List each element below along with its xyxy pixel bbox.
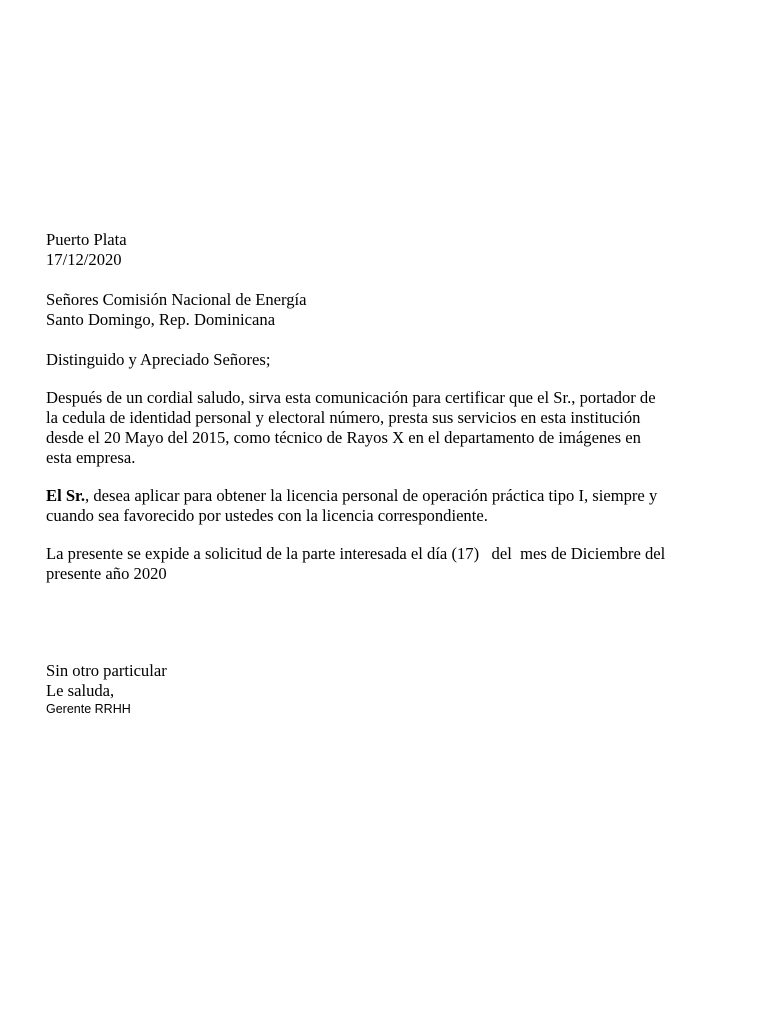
paragraph-line: esta empresa. xyxy=(46,448,136,467)
greeting-block xyxy=(46,350,726,370)
paragraph-line xyxy=(46,486,726,506)
paragraph-line: desde el 20 Mayo del 2015, como técnico de Rayos X en el departamento de imágenes en xyxy=(46,428,641,447)
recipient-name: Señores Comisión Nacional de Energía xyxy=(46,290,307,309)
recipient-block xyxy=(46,290,726,330)
paragraph-line: La presente se expide a solicitud de la parte interesada el día (17) del mes de Diciembre del xyxy=(46,544,666,563)
paragraph-line: Después de un cordial saludo, sirva esta comunicación para certificar que el Sr., portador de xyxy=(46,388,656,407)
closing-salutation: Le saluda, xyxy=(46,681,115,700)
paragraph-line: la cedula de identidad personal y electoral número, presta sus servicios en esta institución xyxy=(46,408,641,427)
paragraph-line: presente año 2020 xyxy=(46,564,167,583)
location-date-block xyxy=(46,230,726,270)
closing-line: Sin otro particular xyxy=(46,661,167,680)
paragraph-line-rest: , desea aplicar para obtener la licencia personal de operación práctica tipo I, siempre y xyxy=(85,486,658,505)
recipient-address: Santo Domingo, Rep. Dominicana xyxy=(46,310,276,329)
paragraph-issuance xyxy=(46,544,726,584)
paragraph-license-request xyxy=(46,486,726,526)
paragraph-line: cuando sea favorecido por ustedes con la licencia correspondiente. xyxy=(46,506,488,525)
letter-date: 17/12/2020 xyxy=(46,250,122,269)
paragraph-certification xyxy=(46,388,726,468)
letter-location: Puerto Plata xyxy=(46,230,127,249)
closing-block xyxy=(46,661,726,717)
bold-lead-text: El Sr. xyxy=(46,486,86,505)
signer-role: Gerente RRHH xyxy=(46,702,131,716)
greeting: Distinguido y Apreciado Señores; xyxy=(46,350,271,369)
